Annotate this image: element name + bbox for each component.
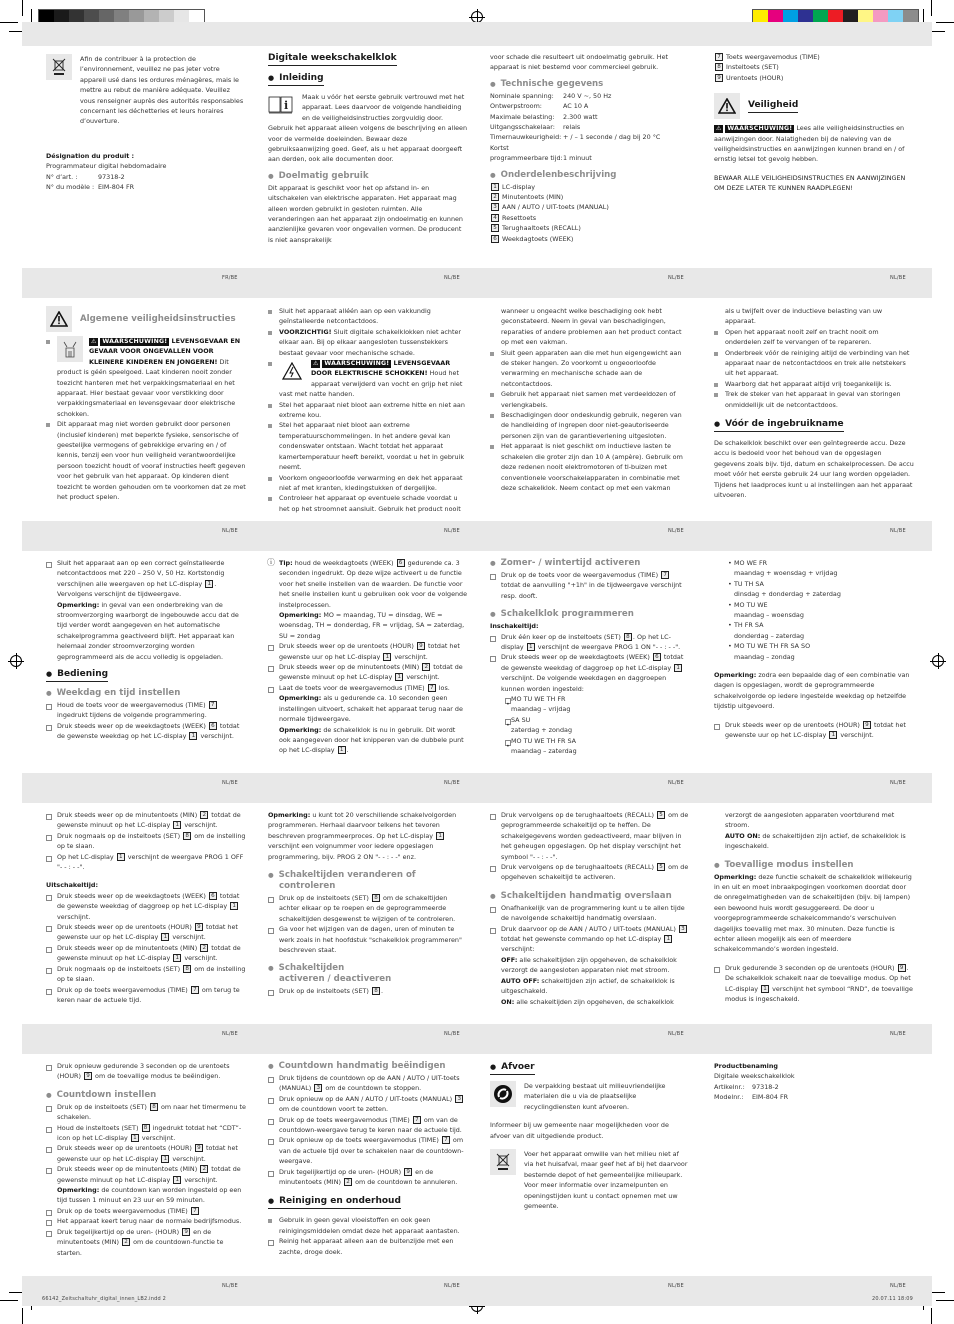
warning-triangle-icon — [46, 306, 72, 332]
part-ref-badge: 1 — [161, 1155, 169, 1163]
safety-item: Sluit geen apparaten aan die met hun eigengewicht aan de steker hangen. Zo voorkomt u ongeoorloofde verwarming en mechanische schade aan de netcontactdoos. — [490, 348, 690, 390]
safety-item: Stel het apparaat niet bloot aan extreme hitte en niet aan extreme kou. — [268, 400, 468, 421]
step-item: Druk op de insteltoets (SET) 8 om naar het timermenu te schakelen. — [46, 1102, 246, 1123]
step-item: Druk opnieuw op de AAN / AUTO / UIT-toets (MANUAL) 3 om de countdown voort te zetten. — [268, 1094, 468, 1115]
model-label: N° du modèle : — [46, 183, 95, 192]
safety-item: Open het apparaat nooit zelf en tracht nooit om onderdelen zelf te vervangen of te repareren. — [714, 327, 914, 348]
page-row-5 — [22, 1061, 932, 1283]
section-heading-set-day-time: ● Weekdag en tijd instellen — [46, 688, 246, 699]
read-manual-icon — [268, 94, 294, 116]
page-programming — [490, 558, 690, 780]
safety-item: Stel het apparaat niet bloot aan extreme temperatuurschommelingen. In het andere geval kan condenswater ontstaan. Wacht totdat het apparaat kamertemperatuur heeft bereikt, voordat u het in gebruik neemt. — [268, 420, 468, 472]
step-item: Druk steeds weer op de minutentoets (MIN) 2 totdat de gewenste minuut op het LC-display 1 verschijnt. — [268, 662, 468, 683]
warning-triangle-icon — [714, 93, 740, 119]
page-day-time-2 — [268, 558, 468, 780]
wheelie-bin-crossed-icon — [46, 54, 72, 80]
part-ref-badge: 1 — [674, 664, 682, 672]
tip-block: ⓘ Tip: houd de weekdagtoets (WEEK) 6 gedurende ca. 3 seconden ingedrukt. Op deze wijze activeert u de functie voor het snelle instellen van de waarden. De functie voor het snelle instellen kunt u gebruiken ook voor de volgende instelprocessen. Opmerking: MO = maandag, TU = dinsdag, WE = woensdag, TH = donderdag, FR = vrijdag, SA = zaterdag, SU = zondag — [267, 558, 468, 640]
technical-data-table — [490, 91, 690, 164]
part-ref-badge: 8 — [624, 633, 632, 641]
intro-text: Maak u vóór het eerste gebruik vertrouwd met het apparaat. Lees daarvoor de volgende handleiding en de veiligheidsinstructies zorgvuldig door. Gebruik het apparaat alleen volgens de beschrijving en alleen voor de vermelde doeleinden. Bewaar deze gebruiksaanwijzing goed. Geef, als u het apparaat doorgeeft aan derden, ook alle documenten door. — [268, 93, 468, 164]
page-safety-2 — [268, 306, 468, 528]
part-ref-badge: 6 — [397, 559, 405, 567]
safety-text-continued: als u twijfelt over de inductieve belasting van uw apparaat. — [725, 307, 883, 326]
cleaning-item: Reinig het apparaat alleen aan de buitenzijde met een zachte, droge doek. — [268, 1236, 468, 1257]
part-ref-badge: 1 — [173, 954, 181, 962]
part-ref-badge: 6 — [209, 722, 217, 730]
crop-mark — [931, 1308, 932, 1324]
page-safety-3 — [490, 306, 690, 528]
day-group: • MO WE FR maandag + woensdag + vrijdag — [728, 558, 914, 579]
part-ref-badge: 1 — [117, 853, 125, 861]
warning-triangle-icon: ⚠ — [91, 338, 97, 345]
part-ref-badge: 7 — [191, 1207, 199, 1215]
day-group: • SA SU zaterdag + zondag — [505, 715, 690, 736]
step-item: Druk steeds weer op de urentoets (HOUR) 9 totdat het gewenste uur op het LC-display 1 verschijnt. — [46, 1143, 246, 1164]
use-text: Dit apparaat is geschikt voor het op afstand in- en uitschakelen van elektrische apparaten. Het apparaat mag alleen worden gebruikt in gesloten ruimten. Alle veranderingen aan het apparaat zijn ondoelmatig en kunnen aanzienlijke gevaren voor ongevallen vormen. De producent is niet aansprakelijk — [268, 183, 463, 244]
document-title: Digitale weekschakelklok — [268, 52, 397, 66]
page-code: NL/BE — [890, 528, 906, 534]
tech-label: Timernauwkeurigheid: — [490, 133, 562, 142]
step-item: Druk opnieuw op de toets weergavemodus (TIME) 7 om van de actuele tijd over te schakelen naar de countdown-weergave. — [268, 1135, 468, 1166]
part-item: 6 Weekdagtoets (WEEK) — [490, 234, 690, 244]
step-item: Druk steeds weer op de minutentoets (MIN) 2 totdat de gewenste minuut op het LC-display 1 verschijnt. — [46, 943, 246, 964]
part-ref-badge: 9 — [898, 964, 906, 972]
page-random-mode — [714, 810, 914, 1032]
page-technical-data — [490, 52, 690, 274]
section-heading-cleaning: ● Reiniging en onderhoud — [268, 1195, 401, 1209]
part-ref-badge: 1 — [664, 935, 672, 943]
art-value: 97318-2 — [98, 172, 125, 181]
part-item: 5 Terughaaltoets (RECALL) — [490, 223, 690, 233]
page-code: NL/BE — [890, 1031, 906, 1037]
header-band — [22, 22, 932, 46]
day-group: • MO TU WE TH FR maandag – vrijdag — [505, 694, 690, 715]
day-group: • TH FR SA donderdag – zaterdag — [728, 620, 914, 641]
note-block: Opmerking: deze functie schakelt de schakelklok willekeurig in en uit en moet inbraakpogingen voorkomen doordat door de onregelmatigheden van de schakeltijden (bijv. bij lampen) een bewoond huis wordt gesuggereerd. De door u voorgeprogrammeerde schakelcommando’s verschuiven dagelijks toevallig met max. 30 minuten. Deze functie is echter alleen mogelijk als een of meerdere schakelcommando’s worden ingesteld. — [714, 872, 912, 954]
part-ref-badge: 9 — [417, 642, 425, 650]
section-heading-before-use: ● Vóór de ingebruikname — [714, 418, 844, 432]
part-ref-badge: 8 — [372, 894, 380, 902]
part-ref-badge: 1 — [436, 832, 444, 840]
part-ref-badge: 7 — [442, 1136, 450, 1144]
safety-item: VOORZICHTIG! Sluit digitale schakelklokken niet achter elkaar aan. Bij op elkaar aangesloten tussenstekkers bestaat gevaar voor mechanische schade. — [268, 327, 468, 358]
page-code: NL/BE — [890, 1283, 906, 1289]
registration-mark-icon — [932, 655, 944, 667]
step-item: Druk steeds weer op de weekdagtoets (WEEK) 6 totdat de gewenste weekdag op het LC-display 1 verschijnt. — [46, 721, 246, 742]
section-heading-parts: ● Onderdelenbeschrijving — [490, 170, 690, 181]
part-ref-badge: 2 — [200, 1165, 208, 1173]
page-before-use — [714, 306, 914, 528]
day-group: • MO TU WE maandag – woensdag — [728, 600, 914, 621]
warning-caps-text: LEVENSGEVAAR DOOR ELEKTRISCHE SCHOKKEN! — [311, 359, 451, 378]
art-label: N° d’art. : — [46, 172, 78, 181]
safety-text: Lees alle veiligheidsinstructies en aanwijzingen door. Nalatigheden bij de naleving van de veiligheidsinstructies en aanwijzingen kunnen brand en / of ernstig letsel tot gevolg hebben. — [714, 124, 905, 164]
tech-value: 240 V ~, 50 Hz — [563, 91, 612, 100]
page-code: NL/BE — [668, 528, 684, 534]
safety-item: Beschadigingen door ondeskundig gebruik, negeren van de handleiding of ingrepen door niet-geautoriseerde personen zijn van de garantieverlening uitgesloten. — [490, 410, 690, 441]
child-hazard-icon — [57, 336, 83, 362]
page-code: NL/BE — [668, 1031, 684, 1037]
step-item: Druk steeds weer op de minutentoets (MIN) 2 totdat de gewenste minuut op het LC-display 1 verschijnt. — [46, 810, 246, 831]
slug-filename: 66142_Zeitschaltuhr_digital_innen_LB2.indd 2 — [42, 1296, 167, 1302]
safety-text: Houd het apparaat verwijderd van vocht en grijp het niet vast met natte handen. — [279, 369, 463, 399]
step-item: Druk opnieuw gedurende 3 seconden op de urentoets (HOUR) 9 om de toevallige modus te beëindigen. — [46, 1061, 246, 1082]
step-item: Druk op de toets weergavemodus (TIME) 7 — [46, 1206, 246, 1216]
page-code: NL/BE — [668, 275, 684, 281]
part-item: 9 Urentoets (HOUR) — [714, 73, 914, 83]
step-item: Druk op de toets weergavemodus (TIME) 7 om van de countdown-weergave terug te keren naar de actuele tijd. — [268, 1115, 468, 1136]
page-intro — [268, 52, 468, 274]
note-block: Opmerking: zodra een bepaalde dag of een combinatie van dagen is opgeslagen, wordt de geprogrammeerde schakelvolgorde op iedere ingestelde weekdag op hetzelfde tijdstip uitgevoerd. — [714, 671, 910, 711]
page-row-2 — [22, 306, 932, 528]
registration-mark-icon — [10, 655, 22, 667]
section-heading-countdown: ● Countdown instellen — [46, 1090, 246, 1101]
step-item: Druk op de insteltoets (SET) 8 om de schakeltijden achter elkaar op te roepen en de geprogrammeerde schakeltijden desgewenst te wijzigen of te controleren. — [268, 893, 468, 924]
tech-value: relais — [563, 123, 581, 132]
page-countdown — [46, 1061, 246, 1283]
page-programming-2 — [714, 558, 914, 780]
page-code: NL/BE — [890, 275, 906, 281]
part-ref-badge: 1 — [131, 1134, 139, 1142]
art-label: Artikelnr.: — [714, 1082, 745, 1091]
step-item: Houd de toets voor de weergavemodus (TIME) 7 ingedrukt tijdens de volgende programmering. — [46, 700, 246, 721]
art-value: 97318-2 — [752, 1082, 779, 1091]
part-ref-badge: 3 — [314, 1084, 322, 1092]
page-operation — [46, 558, 246, 780]
crop-mark — [931, 0, 932, 16]
tech-label: Maximale belasting: — [490, 112, 555, 121]
slug-date: 20.07.11 18:09 — [872, 1296, 914, 1302]
svg-text:i: i — [284, 99, 289, 112]
model-label: Modelnr.: — [714, 1093, 744, 1102]
page-safety — [714, 52, 914, 274]
on-time-label: Inschakeltijd: — [490, 622, 539, 631]
page-code: NL/BE — [222, 1031, 238, 1037]
page-code: NL/BE — [222, 1283, 238, 1289]
part-ref-badge: 2 — [344, 1178, 352, 1186]
tech-label: Uitgangsschakelaar: — [490, 123, 555, 132]
before-use-text: De schakelklok beschikt over een geïntegreerde accu. Deze accu is bedoeld voor het behoud van de opgeslagen gegevens zoals bijv. tijd, datum en schakelprocessen. De accu moet vóór het eerste gebruik 24 uur lang worden opgeladen. Tijdens het laadproces kunt u al instellingen aan het apparaat uitvoeren. — [714, 439, 914, 500]
warning-triangle-icon: ⚠ — [313, 360, 319, 368]
step-item: Druk op de toets weergavemodus (TIME) 7 om terug te keren naar de actuele tijd. — [46, 985, 246, 1006]
page-programming-3 — [46, 810, 246, 1032]
part-ref-badge: 2 — [200, 944, 208, 952]
part-ref-badge: 1 — [173, 821, 181, 829]
safety-text: Dit product is géén speelgoed. Laat kinderen nooit zonder toezicht hanteren met het verpakkingsmateriaal en het apparaat. Hier bestaat gevaar voor verstikking door verpakkingsmateriaal en levensgevaar door elektrische schokken. — [57, 357, 236, 418]
mode-text-continued: verzorgt de aangesloten apparaten voortdurend met stroom. — [725, 811, 895, 830]
off-time-label: Uitschakeltijd: — [46, 881, 99, 890]
section-heading-disposal: ● Afvoer — [490, 1061, 535, 1075]
part-item: 3 AAN / AUTO / UIT-toets (MANUAL) — [490, 202, 690, 212]
page-code: NL/BE — [668, 780, 684, 786]
warning-label: WAARSCHUWING! — [102, 338, 168, 345]
part-ref-badge: 8 — [142, 1124, 150, 1132]
page-product-info — [714, 1061, 914, 1283]
safety-item — [268, 358, 468, 400]
page-fr-disposal — [46, 52, 246, 274]
part-ref-badge: 8 — [183, 965, 191, 973]
section-heading-programming: ● Schakelklok programmeren — [490, 609, 690, 620]
part-ref-badge: 1 — [161, 933, 169, 941]
safety-item: Gebruik het apparaat niet samen met verdeeldozen of verlengkabels. — [490, 389, 690, 410]
crop-mark — [936, 22, 954, 23]
step-item: Druk steeds weer op de minutentoets (MIN) 2 totdat de gewenste minuut op het LC-display 1 verschijnt. Opmerking: de countdown kan worden ingesteld op een tijd tussen 1 minuut en 23 uur en 59 minuten. — [46, 1164, 246, 1206]
part-ref-badge: 7 — [413, 1116, 421, 1124]
step-item: Druk steeds weer op de weekdagtoets (WEEK) 6 totdat de gewenste weekdag of daggroep op het LC-display 1 verschijnt. De volgende weekdagen en daggroepen kunnen worden ingesteld: • MO TU WE TH FR maandag – vrijdag • SA SU zaterdag + zondag • MO TU WE TH FR SA maandag – zaterdag — [490, 652, 690, 756]
step-item: Druk steeds weer op de weekdagtoets (WEEK) 6 totdat de gewenste weekdag of daggroep op het LC-display 1 verschijnt. — [46, 891, 246, 922]
step-item: Druk vervolgens op de terughaaltoets (RECALL) 5 om de opgeheven schakeltijd te activeren. — [490, 862, 690, 883]
page-code: NL/BE — [222, 780, 238, 786]
use-text-continued: voor schade die resulteert uit ondoelmatig gebruik. Het apparaat is niet bestemd voor commercieel gebruik. — [490, 53, 669, 72]
tech-label: Kortst — [490, 143, 509, 152]
step-item: Op het LC-display 1 verschijnt de weergave PROG 1 OFF "- - : - -". — [46, 852, 246, 873]
section-heading-countdown-end: ● Countdown handmatig beëindigen — [268, 1061, 468, 1072]
page-code: FR/BE — [222, 275, 238, 281]
device-disposal-text: Voer het apparaat omwille van het milieu niet af via het huisafval, maar geef het af bij het daarvoor bestemde depot of het gemeentelijke milieupark. Voor meer informatie over inzamelpunten en openingstijden kunt u contact opnemen met uw gemeente. — [524, 1150, 688, 1211]
part-ref-badge: 1 — [338, 746, 346, 754]
part-ref-badge: 1 — [527, 643, 535, 651]
step-item: Druk op de insteltoets (SET) 8 . — [268, 986, 468, 996]
safety-item: Sluit het apparaat alléén aan op een vakkundig geïnstalleerde netcontactdoos. — [268, 306, 468, 327]
step-item: Druk steeds weer op de urentoets (HOUR) 9 totdat het gewenste uur op het LC-display 1 verschijnt. — [46, 922, 246, 943]
page-code: NL/BE — [444, 275, 460, 281]
part-ref-badge: 1 — [383, 653, 391, 661]
part-ref-badge: 7 — [661, 571, 669, 579]
part-ref-badge: 1 — [173, 1176, 181, 1184]
page-code: NL/BE — [444, 780, 460, 786]
step-item: Druk op de toets voor de weergavemodus (TIME) 7 totdat de aanvulling "+1h" in de tijdweergave verschijnt resp. dooft. — [490, 570, 690, 601]
page-general-safety — [46, 306, 246, 528]
day-group: • MO TU WE TH FR SA maandag – zaterdag — [505, 736, 690, 757]
designation-title: Désignation du produit : — [46, 151, 135, 160]
tip-icon: ⓘ — [267, 558, 275, 567]
page-code: NL/BE — [444, 1031, 460, 1037]
section-heading-technical: ● Technische gegevens — [490, 79, 690, 90]
model-value: EIM-804 FR — [98, 183, 135, 192]
disposal-info-text: Informeer bij uw gemeente naar mogelijkheden voor de afvoer van dit uitgediende product. — [490, 1121, 669, 1140]
section-heading-operation: ● Bediening — [46, 668, 108, 682]
step-item: Druk nogmaals op de insteltoets (SET) 8 om de instelling op te slaan. — [46, 964, 246, 985]
tech-value: AC 10 A — [563, 102, 589, 111]
note-label: Opmerking: — [57, 600, 100, 609]
step-item: Druk tijdens de countdown op de AAN / AUTO / UIT-toets (MANUAL) 3 om de countdown te stoppen. — [268, 1073, 468, 1094]
crop-mark — [22, 0, 23, 16]
part-ref-badge: 5 — [657, 811, 665, 819]
section-heading-general-safety: Algemene veiligheidsinstructies — [80, 313, 236, 324]
part-ref-badge: 3 — [679, 925, 687, 933]
designation-name: Programmateur digital hebdomadaire — [46, 162, 167, 171]
section-heading-random: ● Toevallige modus instellen — [714, 860, 914, 871]
step-item: Druk vervolgens op de terughaaltoets (RECALL) 5 om de geprogrammeerde schakeltijd op te heffen. De schakelgegevens worden gedeactiveerd, maar blijven in het geheugen opgeslagen. Op het display verschijnt het symbool "- - : - -". — [490, 810, 690, 862]
step-item: Druk tegelijkertijd op de uren- (HOUR) 9 en de minutentoets (MIN) 2 om de countdown-functie te starten. — [46, 1227, 246, 1258]
part-item: 4 Resettoets — [490, 213, 690, 223]
part-ref-badge: 8 — [183, 832, 191, 840]
part-ref-badge: 7 — [428, 684, 436, 692]
part-ref-badge: 2 — [200, 811, 208, 819]
caution-label: VOORZICHTIG! — [279, 327, 332, 336]
parts-list — [490, 182, 690, 244]
disposal-text-fr: Afin de contribuer à la protection de l’environnement, veuillez ne pas jeter votre appareil usé dans les ordures ménagères, mais le mettre au rebut de manière adéquate. Veuillez vous renseigner auprès des autorités responsables concernant les déchetteries et leurs horaires d’ouverture. — [80, 55, 244, 126]
safety-item: Het apparaat is niet geschikt om inductieve lasten te schakelen die groter zijn dan 10 A (ampère). Gebruik om deze redenen nooit elektromotoren of tl-buizen met conventionele voorschakelapparaten in combinatie met deze schakelklok. Neem contact op met een vakman — [490, 441, 690, 493]
safety-item: Voorkom ongeoorloofde verwarming en dek het apparaat niet af met kranten, kledingstukken of dergelijke. — [268, 473, 468, 494]
part-ref-badge: 9 — [195, 1144, 203, 1152]
step-item: Druk gedurende 3 seconden op de urentoets (HOUR) 9 . De schakelklok schakelt naar de toevallige modus. Op het LC-display 1 verschijnt het symbool “RND”, de toevallige modus is ingeschakeld. — [714, 963, 914, 1005]
step-item: Houd de insteltoets (SET) 8 ingedrukt totdat het “CDT”-icon op het LC-display 1 verschijnt. — [46, 1123, 246, 1144]
page-change-times — [268, 810, 468, 1032]
page-code: NL/BE — [444, 1283, 460, 1289]
section-heading-dst: ● Zomer- / wintertijd activeren — [490, 558, 690, 569]
part-ref-badge: 9 — [84, 1072, 92, 1080]
part-ref-badge: 8 — [150, 1103, 158, 1111]
part-ref-badge: 1 — [761, 985, 769, 993]
part-item: 2 Minutentoets (MIN) — [490, 192, 690, 202]
part-ref-badge: 2 — [122, 1238, 130, 1246]
part-item: 7 Toets weergavemodus (TIME) — [714, 52, 914, 62]
part-ref-badge: 6 — [653, 653, 661, 661]
page-skip-times — [490, 810, 690, 1032]
step-item: Druk nogmaals op de insteltoets (SET) 8 om de instelling op te slaan. — [46, 831, 246, 852]
step-item: Het apparaat keert terug naar de normale bedrijfsmodus. — [46, 1216, 246, 1226]
section-heading-activate-times: ● Schakeltijden activeren / deactiveren — [268, 963, 468, 985]
day-group: • MO TU WE TH FR SA SO maandag – zondag — [728, 641, 914, 662]
part-ref-badge: 1 — [395, 673, 403, 681]
page-code: NL/BE — [890, 780, 906, 786]
part-ref-badge: 9 — [195, 923, 203, 931]
section-heading-use: ● Doelmatig gebruik — [268, 171, 468, 182]
safety-text-continued: wanneer u ongeacht welke beschadiging ook hebt geconstateerd. Neem in geval van beschadigingen, reparaties of andere problemen aan het product contact op met een vakman. — [501, 307, 682, 347]
page-disposal — [490, 1061, 690, 1283]
section-heading-skip: ● Schakeltijden handmatig overslaan — [490, 891, 690, 902]
part-ref-badge: 9 — [863, 721, 871, 729]
tech-value: 1 minuut — [563, 154, 592, 163]
part-item: 1 LC-display — [490, 182, 690, 192]
section-heading-safety: Veiligheid — [748, 99, 798, 113]
part-ref-badge: 7 — [209, 701, 217, 709]
section-heading-intro: ● Inleiding — [268, 72, 324, 86]
tech-value — [563, 143, 690, 153]
page-code: NL/BE — [668, 1283, 684, 1289]
crop-mark — [22, 1308, 23, 1324]
safety-item: Onderbreek vóór de reiniging altijd de verbinding van het apparaat naar de netcontactdoos en trek alle netstekers uit het apparaat. — [714, 348, 914, 379]
step-item: Ga voor het wijzigen van de dagen, uren of minuten te werk zoals in het hoofdstuk "schakelklok programmeren" beschreven staat. — [268, 924, 468, 955]
product-name: Digitale weekschakelklok — [714, 1072, 795, 1081]
step-item: Druk daarvoor op de AAN / AUTO / UIT-toets (MANUAL) 3 totdat het gewenste commando op het LC-display 1 verschijnt: OFF: alle schakeltijden zijn opgeheven, de schakelklok verzorgt de aangesloten apparaten niet met stroom. AUTO OFF: schakeltijden zijn actief, de schakelklok is uitgeschakeld. ON: alle schakeltijden zijn opgeheven, de schakelklok — [490, 924, 690, 1007]
tech-value: + / – 1 seconde / dag bij 20 °C — [563, 133, 661, 142]
product-info-title: Productbenaming — [714, 1062, 778, 1070]
part-item: 8 Insteltoets (SET) — [714, 62, 914, 72]
part-ref-badge: 1 — [829, 731, 837, 739]
page-countdown-end — [268, 1061, 468, 1283]
safety-item: Dit apparaat mag niet worden gebruikt door personen (inclusief kinderen) met beperkte fysieke, sensorische of geestelijke vermogens of gebrekkige ervaring en / of kennis, tenzij een voor hun veiligheid verantwoordelijke persoon toezicht houdt of vooraf instructies heeft gegeven voor het gebruik van het apparaat. Op kinderen dient toezicht te worden gehouden om te voorkomen dat ze met het product spelen. — [46, 419, 246, 502]
note-block: Opmerking: u kunt tot 20 verschillende schakelvolgorden programmeren. Herhaal daarvoor telkens het tevoren beschreven programmeerproces. Op het LC-display 1 verschijnt een volgnummer voor iedere opgeslagen programmering, bijv. PROG 2 ON "- - : - -" enz. — [268, 811, 457, 861]
tech-label: programmeerbare tijd: — [490, 154, 563, 163]
safety-item: Waarborg dat het apparaat altijd vrij toegankelijk is. — [714, 379, 914, 389]
day-group: • TU TH SA dinsdag + donderdag + zaterdag — [728, 579, 914, 600]
step-item: Druk één keer op de insteltoets (SET) 8 . Op het LC-display 1 verschijnt de weergave PROG 1 ON "- - : - -". — [490, 632, 690, 653]
safety-item: Trek de steker van het apparaat in geval van storingen onmiddellijk uit de netcontactdoos. — [714, 389, 914, 410]
step-item: Druk steeds weer op de urentoets (HOUR) 9 totdat het gewenste uur op het LC-display 1 verschijnt. — [714, 720, 914, 741]
part-ref-badge: 3 — [455, 1095, 463, 1103]
tech-label: Nominale spanning: — [490, 91, 554, 100]
electric-hazard-icon — [279, 358, 305, 384]
page-row-3 — [22, 558, 932, 780]
warning-label: WAARSCHUWING! — [324, 360, 390, 368]
step-item: Druk tegelijkertijd op de uren- (HOUR) 9 en de minutentoets (MIN) 2 om de countdown te annuleren. — [268, 1167, 468, 1188]
crop-mark — [0, 1300, 18, 1301]
warning-label: WAARSCHUWING! — [727, 125, 793, 133]
cleaning-item: Gebruik in geen geval vloeistoffen en ook geen reinigingsmiddelen omdat deze het apparaat aantasten. — [268, 1215, 468, 1236]
crop-mark — [0, 22, 18, 23]
part-ref-badge: 1 — [230, 902, 238, 910]
page-row-1 — [22, 52, 932, 274]
auto-on-text: AUTO ON: de schakeltijden zijn actief, de schakelklok is ingeschakeld. — [725, 831, 906, 851]
part-ref-badge: 7 — [191, 986, 199, 994]
warning-triangle-icon: ⚠ — [716, 125, 722, 133]
step-item: Onafhankelijk van de programmering kunt u te allen tijde de navolgende schakeltijd handmatig overslaan. — [490, 903, 690, 924]
page-row-4 — [22, 810, 932, 1032]
model-value: EIM-804 FR — [752, 1093, 789, 1102]
part-ref-badge: 9 — [182, 1228, 190, 1236]
safety-item: Controleer het apparaat op eventuele schade voordat u het op het stroomnet aansluit. Gebruik het product nooit — [268, 493, 468, 514]
step-item: Laat de toets voor de weergavemodus (TIME) 7 los. Opmerking: als u gedurende ca. 10 seconden geen instellingen uitvoert, schakelt het apparaat terug naar de normale tijdweergave. Opmerking: de schakelklok is nu in gebruik. Dit wordt ook aangegeven door het knipperen van de dubbele punt op het LC-display 1 . — [268, 683, 468, 756]
part-ref-badge: 1 — [205, 580, 213, 588]
packaging-text: De verpakking bestaat uit milieuvriendelijke materialen die u via de plaatselijke recyclingdiensten kunt afvoeren. — [524, 1082, 666, 1111]
section-heading-change-times: ● Schakeltijden veranderen of controleren — [268, 870, 468, 892]
page-code: NL/BE — [222, 528, 238, 534]
part-ref-badge: 6 — [209, 892, 217, 900]
part-ref-badge: 9 — [404, 1168, 412, 1176]
step-item: Druk steeds weer op de urentoets (HOUR) 9 totdat het gewenste uur op het LC-display 1 verschijnt. — [268, 641, 468, 662]
step-item: Sluit het apparaat aan op een correct geïnstalleerde netcontactdoos met 220 – 250 V, 50 Hz. Kortstondig verschijnen alle weergaven op het LC-display 1 . Vervolgens verschijnt de tijdweergave. Opmerking: in geval van een onderbreking van de stroomverzorging waarborgt de ingebouwde accu dat de tijd verder wordt aangegeven en het automatische schakelprogramma geactiveerd blijft. Het apparaat kan helemaal zonder stroomverzorging worden geprogrammeerd als de accu volledig is opgeladen. — [46, 558, 246, 662]
green-dot-recycling-icon — [490, 1081, 516, 1107]
part-ref-badge: 5 — [657, 863, 665, 871]
keep-instructions-text: BEWAAR ALLE VEILIGHEIDSINSTRUCTIES EN AANWIJZINGEN OM DEZE LATER TE KUNNEN RAADPLEGEN! — [714, 173, 906, 193]
safety-item — [46, 336, 246, 419]
part-ref-badge: 8 — [372, 987, 380, 995]
part-ref-badge: 1 — [189, 732, 197, 740]
tech-value: 2.300 watt — [563, 112, 598, 121]
tech-label: Ontwerpstroom: — [490, 102, 542, 111]
warning-caps-text: LEVENSGEVAAR EN GEVAAR VOOR ONGEVALLEN VOOR KLEINERE KINDEREN EN JONGEREN! — [89, 337, 241, 366]
part-ref-badge: 2 — [422, 663, 430, 671]
crop-mark — [936, 1300, 954, 1301]
page-code: NL/BE — [444, 528, 460, 534]
wheelie-bin-crossed-icon — [490, 1149, 516, 1175]
